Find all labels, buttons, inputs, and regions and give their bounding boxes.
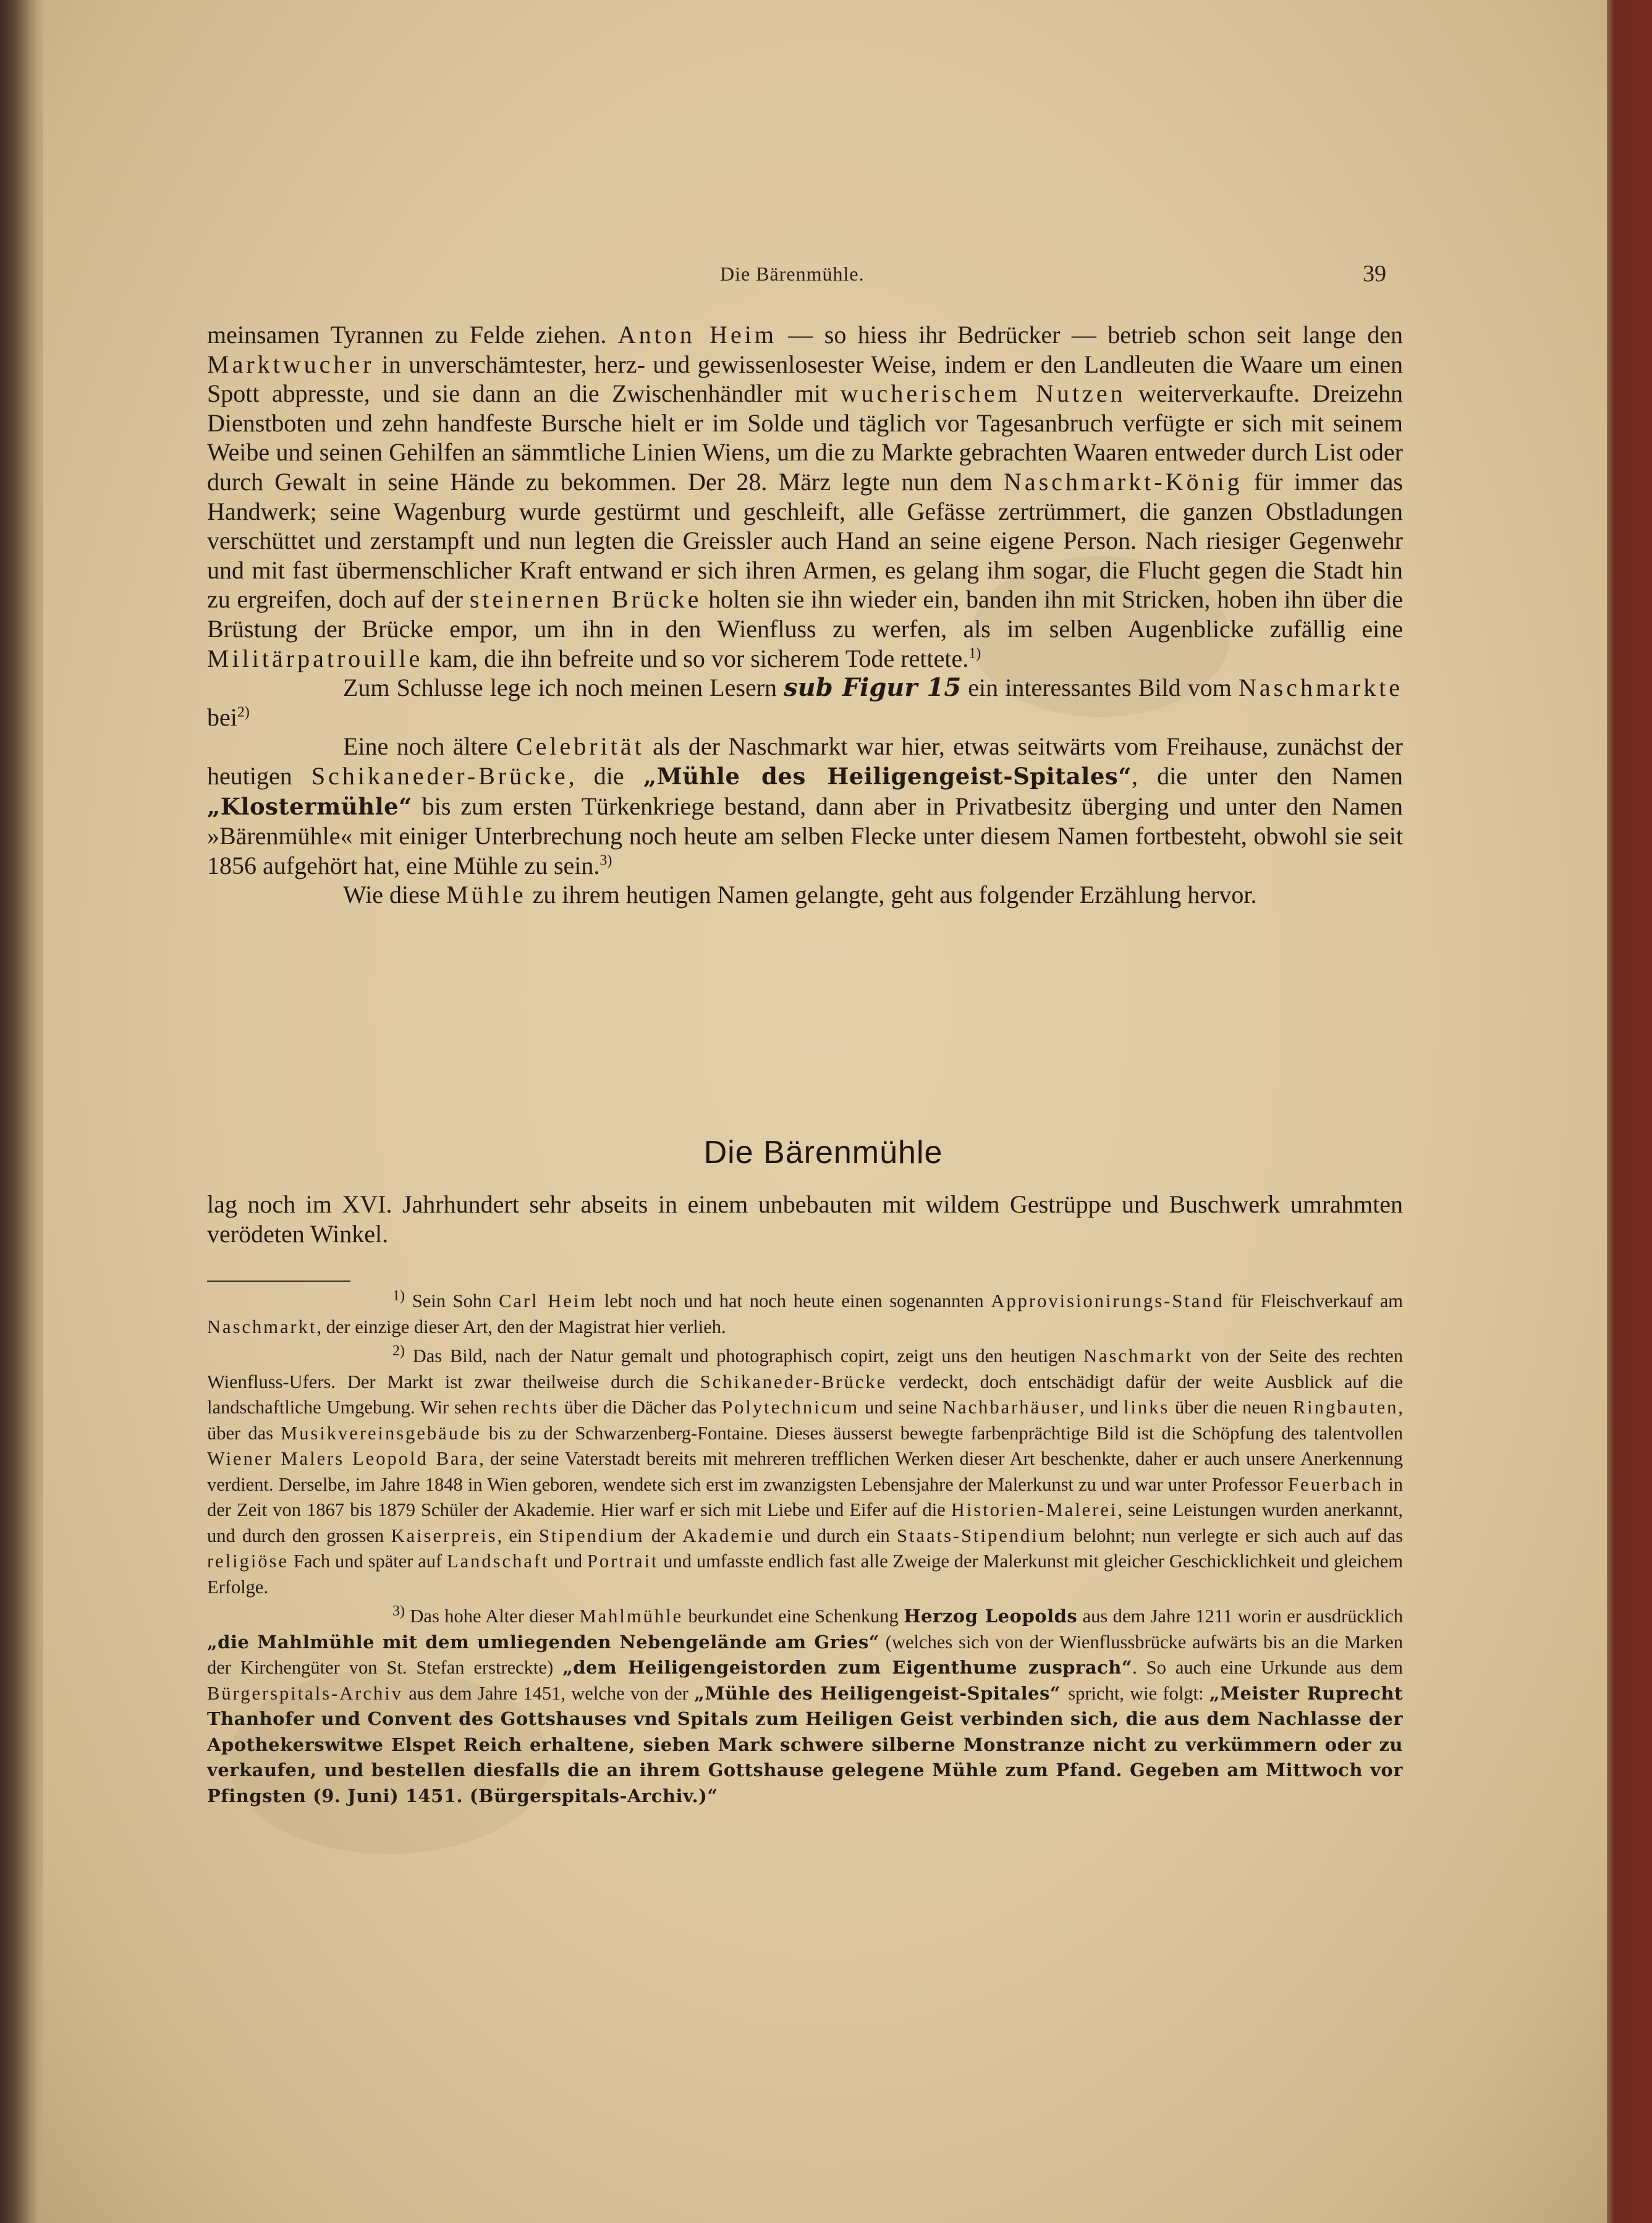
paragraph-2: Zum Schlusse lege ich noch meinen Lesern sub Figur 15 ein interessantes Bild vom Naschmarkte bei$^{2)}$ — [207, 673, 1403, 731]
paragraph-3: Eine noch ältere Celebrität als der Naschmarkt war hier, etwas seitwärts vom Freihause, zunächst der heutigen Schikaneder-Brücke, die „Mühle des Heiligengeist-Spitales“, die unter den Namen „Klostermühle“ bis zum ersten Türkenkriege bestand, dann aber in Privatbesitz überging und unter den Namen »Bärenmühle« mit einiger Unterbrechung noch heute am selben Flecke unter diesem Namen fortbesteht, obwohl sie seit 1856 aufgehört hat, eine Mühle zu sein.$^{3)}$ — [207, 732, 1403, 879]
footnote-2: $^{2)}$ Das Bild, nach der Natur gemalt und photographisch copirt, zeigt uns den heutigen Naschmarkt von der Seite des rechten Wienfluss-Ufers. Der Markt ist zwar theilweise durch die Schikaneder-Brücke verdeckt, doch entschädigt dafür der weite Ausblick auf die landschaftliche Umgebung. Wir sehen rechts über die Dächer das Polytechnicum und seine Nachbarhäuser, und links über die neuen Ringbauten, über das Musikvereinsgebäude bis zu der Schwarzenberg-Fontaine. Dieses äusserst bewegte farbenprächtige Bild ist die Schöpfung des talentvollen Wiener Malers Leopold Bara, der seine Vaterstadt bereits mit mehreren trefflichen Werken dieser Art beschenkte, daher er auch unsere Anerkennung verdient. Derselbe, im Jahre 1848 in Wien geboren, wendete sich erst im zwanzigsten Lebensjahre der Malerkunst zu und war unter Professor Feuerbach in der Zeit von 1867 bis 1879 Schüler der Akademie. Hier warf er sich mit Liebe und Eifer auf die Historien-Malerei, seine Leistungen wurden anerkannt, und durch den grossen Kaiserpreis, ein Stipendium der Akademie und durch ein Staats-Stipendium belohnt; nun verlegte er sich auch auf das religiöse Fach und später auf Landschaft und Portrait und umfasste endlich fast alle Zweige der Malerkunst mit gleicher Geschicklichkeit und gleichem Erfolge. — [207, 1342, 1404, 1598]
footnote-ref-3: 3) — [599, 852, 612, 869]
footnotes — [207, 1289, 1403, 1813]
figure-reference: sub Figur 15 — [784, 673, 962, 703]
footnote-1: $^{1)}$ Sein Sohn Carl Heim lebt noch und hat noch heute einen sogenannten Approvisionirungs-Stand für Fleischverkauf am Naschmarkt, der einzige dieser Art, den der Magistrat hier verlieh. — [207, 1287, 1404, 1337]
paper-sheet — [43, 0, 1607, 2223]
page-number: 39 — [1363, 261, 1386, 287]
footnote-3: $^{3)}$ Das hohe Alter dieser Mahlmühle beurkundet eine Schenkung Herzog Leopolds aus dem Jahre 1211 worin er ausdrücklich „die Mahlmühle mit dem umliegenden Nebengelände am Gries“ (welches sich von der Wienflussbrücke aufwärts bis an die Marken der Kirchengüter von St. Stefan erstreckte) „dem Heiligengeistorden zum Eigenthume zusprach“. So auch eine Urkunde aus dem Bürgerspitals-Archiv aus dem Jahre 1451, welche von der „Mühle des Heiligengeist-Spitales“ spricht, wie folgt: „Meister Ruprecht Thanhofer und Convent des Gottshauses vnd Spitals zum Heiligen Geist verbinden sich, die aus dem Nachlasse der Apothekerswitwe Elspet Reich erhaltene, sieben Mark schwere silberne Monstranze nicht zu verkümmern oder zu verkaufen, und bestellen diesfalls die an ihrem Gottshause gelegene Mühle zum Pfand. Gegeben am Mittwoch vor Pfingsten (9. Juni) 1451. (Bürgerspitals-Archiv.)“ — [207, 1603, 1404, 1806]
section-text: lag noch im XVI. Jahrhundert sehr abseits in einem unbebauten mit wildem Gestrüppe und Buschwerk umrahmten verödeten Winkel. — [207, 1190, 1403, 1248]
footnote-rule — [207, 1281, 350, 1282]
running-title: Die Bärenmühle. — [720, 263, 865, 285]
body-text — [207, 320, 1403, 910]
paragraph-1: meinsamen Tyrannen zu Felde ziehen. Anton Heim — so hiess ihr Bedrücker — betrieb schon seit lange den Marktwucher in unverschämtester, herz- und gewissenlosester Weise, indem er den Landleuten die Waare um einen Spott abpresste, und sie dann an die Zwischenhändler mit wucherischem Nutzen weiterverkaufte. Dreizehn Dienstboten und zehn handfeste Bursche hielt er im Solde und täglich vor Tagesanbruch verfügte er sich mit seinem Weibe und seinen Gehilfen an sämmtliche Linien Wiens, um die zu Markte gebrachten Waaren entweder durch List oder durch Gewalt in seine Hände zu bekommen. Der 28. März legte nun dem Naschmarkt-König für immer das Handwerk; seine Wagenburg wurde gestürmt und geschleift, alle Gefässe zertrümmert, die ganzen Obstladungen verschüttet und zerstampft und nun legten die Greissler auch Hand an seine eigene Person. Nach riesiger Gegenwehr und mit fast übermenschlicher Kraft entwand er sich ihren Armen, es gelang ihm sogar, die Flucht gegen die Stadt hin zu ergreifen, doch auf der steinernen Brücke holten sie ihn wieder ein, banden ihn mit Stricken, hoben ihn über die Brüstung der Brücke empor, um ihn in den Wienfluss zu werfen, als im selben Augenblicke zufällig eine Militärpatrouille kam, die ihn befreite und so vor sicherem Tode rettete.$^{1)}$ — [207, 321, 1404, 672]
footnote-ref-2: 2) — [237, 704, 250, 721]
section-heading: Die Bärenmühle — [703, 1135, 943, 1171]
footnote-ref-1: 1) — [968, 645, 981, 662]
paragraph-4: Wie diese Mühle zu ihrem heutigen Namen gelangte, geht aus folgender Erzählung hervor. — [343, 881, 1257, 909]
